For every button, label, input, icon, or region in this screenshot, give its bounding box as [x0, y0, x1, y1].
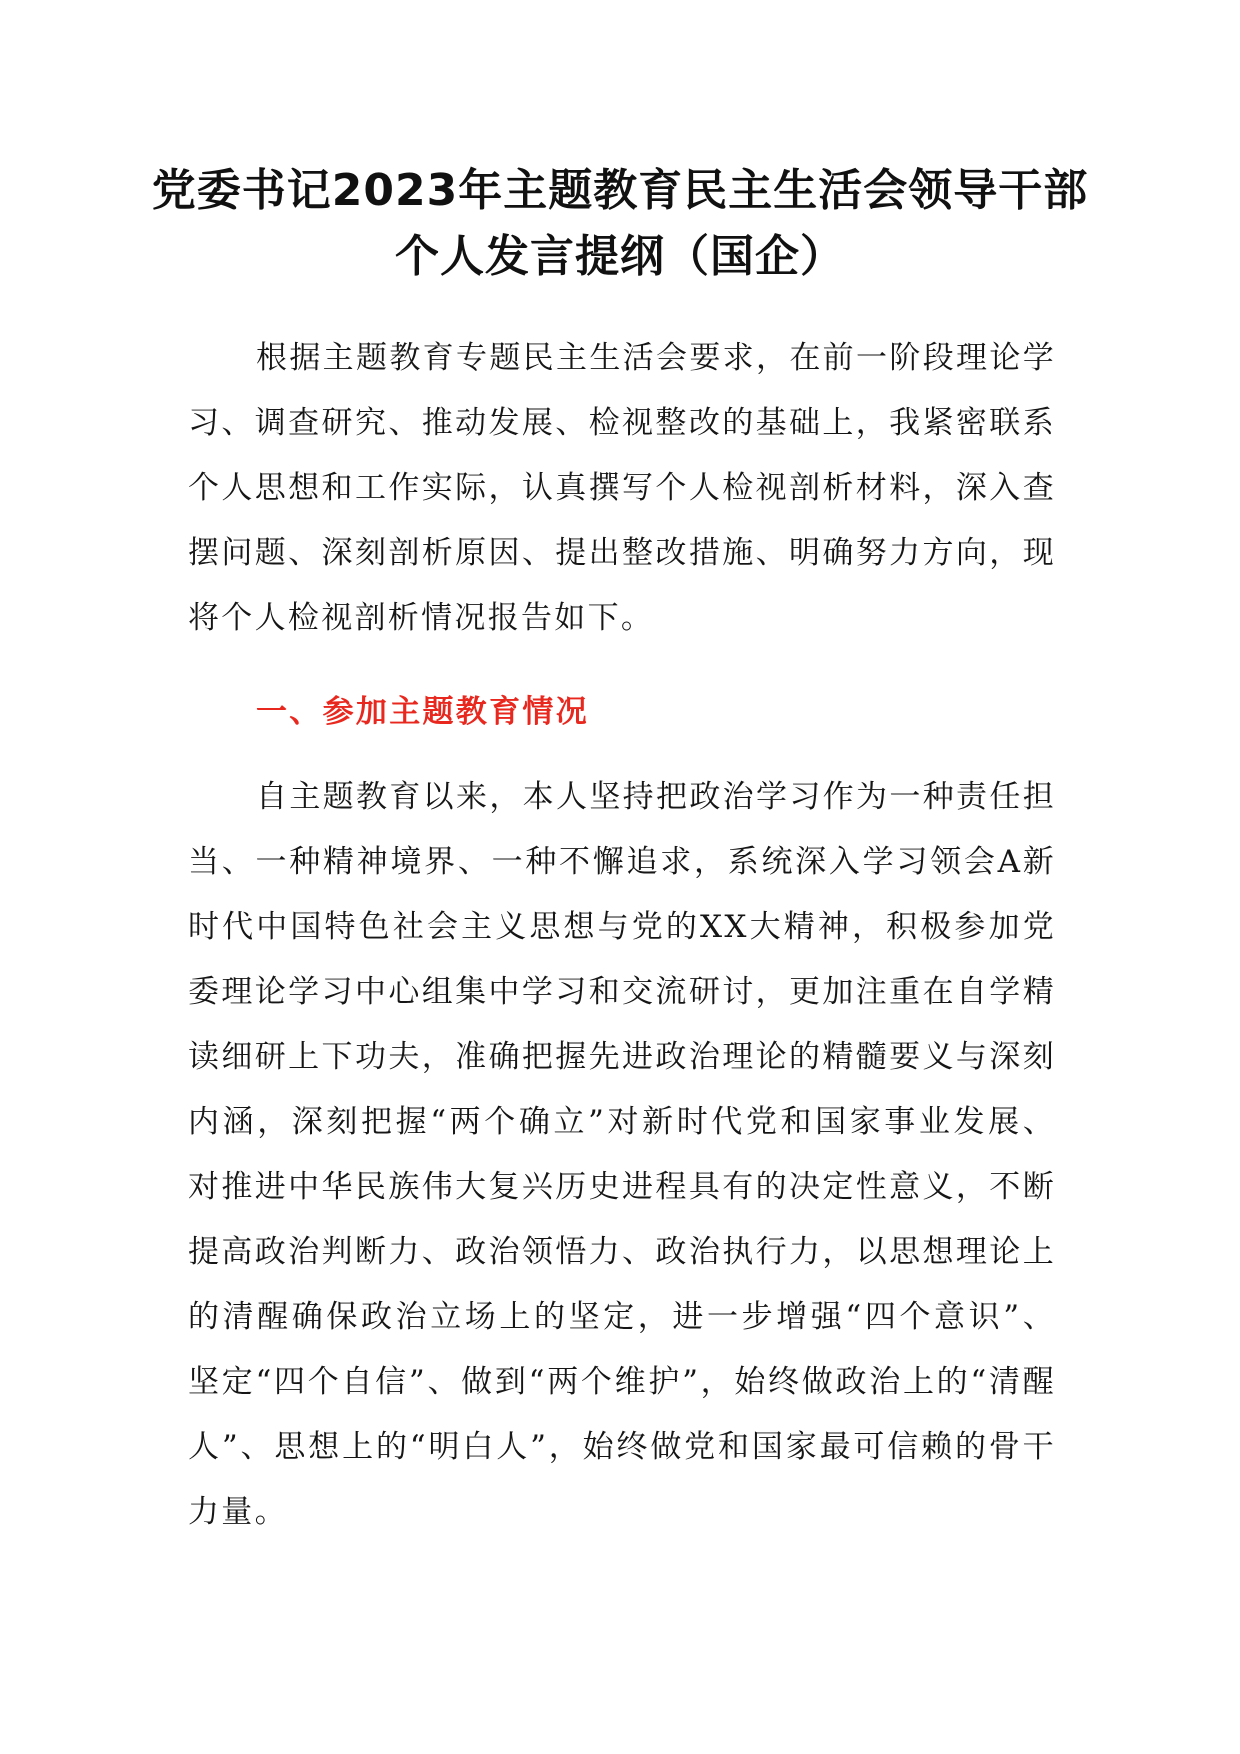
section-paragraph: 自主题教育以来，本人坚持把政治学习作为一种责任担当、一种精神境界、一种不懈追求，系统深入学习领会A新时代中国特色社会主义思想与党的XX大精神，积极参加党委理论学习中心组集中学习和交流研讨，更加注重在自学精读细研上下功夫，准确把握先进政治理论的精髓要义与深刻内涵，深刻把握“两个确立”对新时代党和国家事业发展、对推进中华民族伟大复兴历史进程具有的决定性意义，不断提高政治判断力、政治领悟力、政治执行力，以思想理论上的清醒确保政治立场上的坚定，进一步增强“四个意识”、坚定“四个自信”、做到“两个维护”，始终做政治上的“清醒人”、思想上的“明白人”，始终做党和国家最可信赖的骨干力量。 — [188, 779, 1056, 1530]
document-title: 党委书记2023年主题教育民主生活会领导干部个人发言提纲（国企） — [151, 165, 1089, 282]
section-heading: 一、参加主题教育情况 — [256, 694, 589, 730]
intro-paragraph: 根据主题教育专题民主生活会要求，在前一阶段理论学习、调查研究、推动发展、检视整改的基础上，我紧密联系个人思想和工作实际，认真撰写个人检视剖析材料，深入查摆问题、深刻剖析原因、提出整改措施、明确努力方向，现将个人检视剖析情况报告如下。 — [188, 340, 1056, 636]
